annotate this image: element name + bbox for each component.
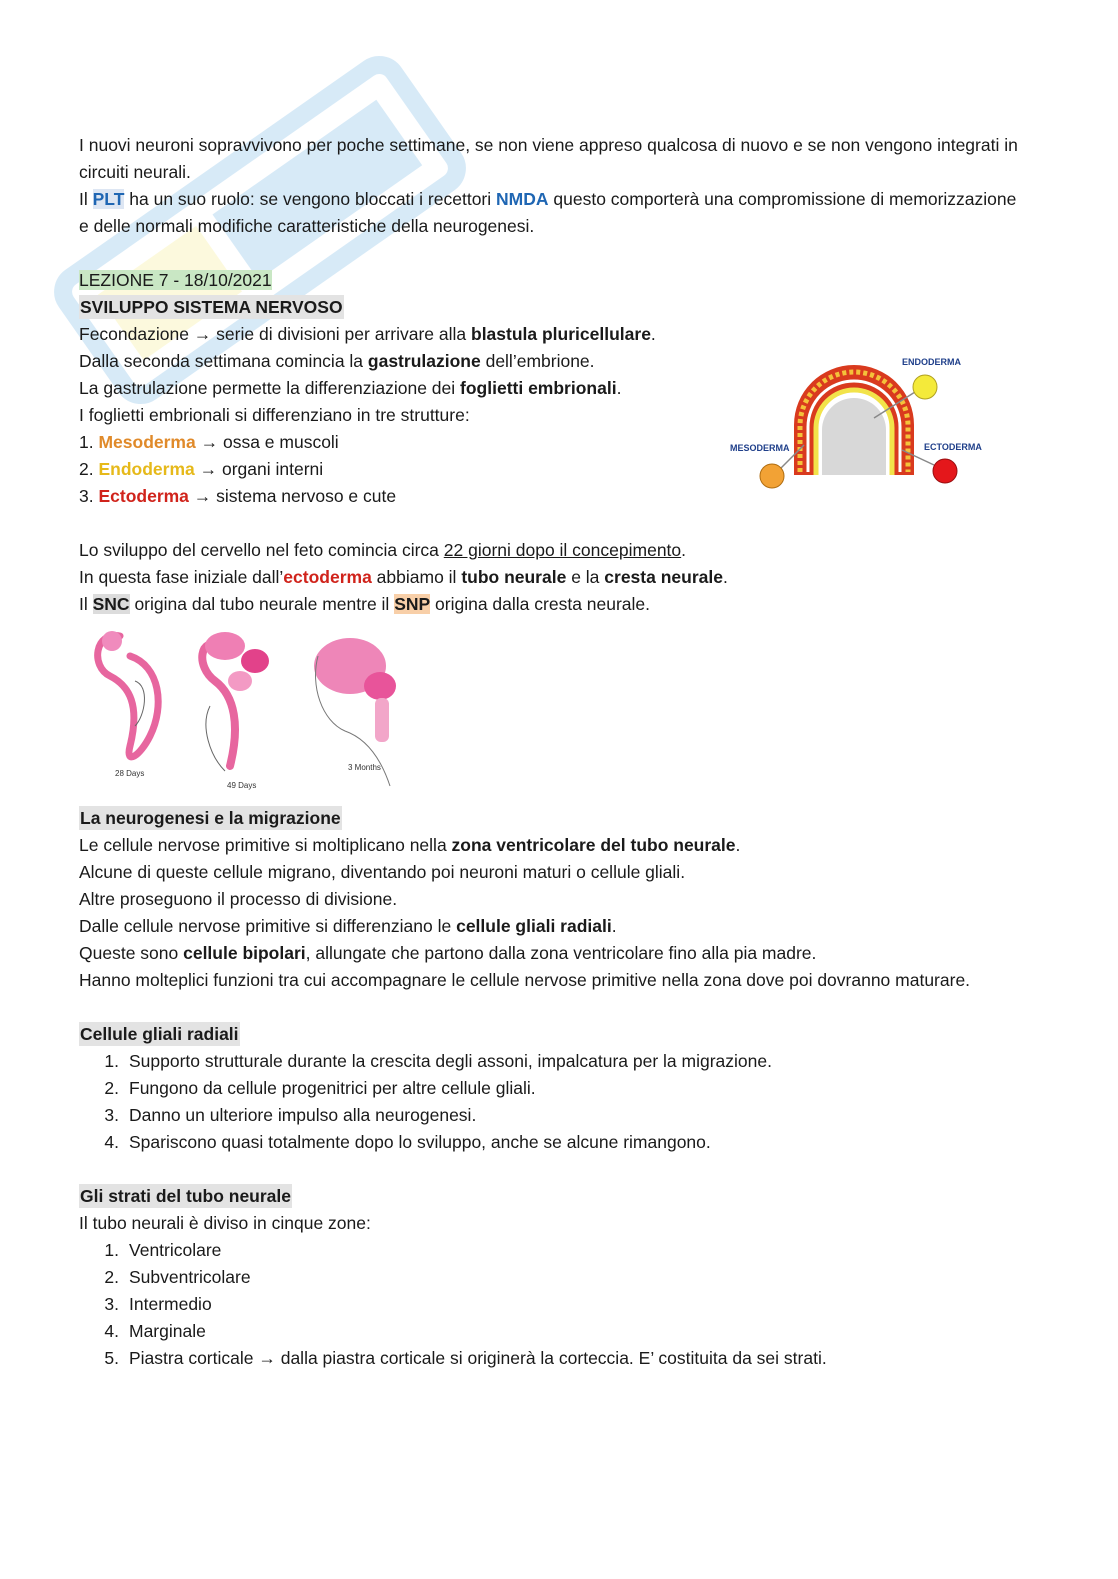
embryo-figure <box>90 626 430 796</box>
lesson-line-3: La gastrulazione permette la differenziazione dei foglietti embrionali. <box>79 378 622 398</box>
neuro-line-5: Queste sono cellule bipolari, allungate che partono dalla zona ventricolare fino alla pia madre. <box>79 943 817 963</box>
tubo-intro: Il tubo neurali è diviso in cinque zone: <box>79 1213 371 1233</box>
brain-line-2: In questa fase iniziale dall’ectoderma abbiamo il tubo neurale e la cresta neurale. <box>79 567 728 587</box>
label-endoderma: ENDODERMA <box>902 357 962 367</box>
label-3-months: 3 Months <box>348 763 381 772</box>
neuro-line-4: Dalle cellule nervose primitive si differenziano le cellule gliali radiali. <box>79 916 617 936</box>
neuro-line-3: Altre proseguono il processo di divisione. <box>79 889 398 909</box>
lesson-label: LEZIONE 7 - 18/10/2021 <box>79 270 272 290</box>
neuro-line-6: Hanno molteplici funzioni tra cui accompagnare le cellule nervose primitive nella zona dove poi dovranno maturare. <box>79 970 971 990</box>
list-item: 5. Piastra corticale → dalla piastra corticale si originerà la corteccia. E’ costituita da sei strati. <box>104 1348 827 1368</box>
gastrula-shape <box>794 365 914 475</box>
plt-term: PLT <box>92 189 125 209</box>
neuro-line-2: Alcune di queste cellule migrano, diventando poi neuroni maturi o cellule gliali. <box>79 862 686 882</box>
label-mesoderma: MESODERMA <box>730 443 790 453</box>
lesson-line-4: I foglietti embrionali si differenziano in tre strutture: <box>79 405 470 425</box>
label-ectoderma: ECTODERMA <box>924 442 982 452</box>
germ-layer-diagram <box>724 350 994 500</box>
list-item: 3. Intermedio <box>104 1294 212 1314</box>
endoderma-dot <box>913 375 937 399</box>
section-title-neurogenesi: La neurogenesi e la migrazione <box>80 808 341 828</box>
mesoderma-dot <box>760 464 784 488</box>
germ-layer-item: 1. Mesoderma → ossa e muscoli <box>79 432 339 452</box>
label-49-days: 49 Days <box>227 781 257 790</box>
section-title-sviluppo: SVILUPPO SISTEMA NERVOSO <box>80 297 343 317</box>
intro-paragraph-1: I nuovi neuroni sopravvivono per poche settimane, se non viene appreso qualcosa di nuovo e se non vengono integrati in circuiti neurali. <box>79 135 1018 182</box>
list-item: 4. Marginale <box>104 1321 206 1341</box>
lesson-line-1: Fecondazione → serie di divisioni per arrivare alla blastula pluricellulare. <box>79 324 656 344</box>
glia-list <box>79 1048 1019 1156</box>
list-item: 2. Subventricolare <box>104 1267 251 1287</box>
section-title-glia: Cellule gliali radiali <box>80 1024 239 1044</box>
brain-line-1: Lo sviluppo del cervello nel feto comincia circa 22 giorni dopo il concepimento. <box>79 540 687 560</box>
section-title-tubo: Gli strati del tubo neurale <box>80 1186 292 1206</box>
list-item: 4. Spariscono quasi totalmente dopo lo sviluppo, anche se alcune rimangono. <box>104 1132 711 1152</box>
brain-line-3: Il SNC origina dal tubo neurale mentre il SNP origina dalla cresta neurale. <box>79 594 651 614</box>
nmda-term: NMDA <box>496 189 549 209</box>
tubo-list <box>79 1237 1019 1372</box>
list-item: 3. Danno un ulteriore impulso alla neurogenesi. <box>104 1105 477 1125</box>
neuro-line-1: Le cellule nervose primitive si moltiplicano nella zona ventricolare del tubo neurale. <box>79 835 741 855</box>
lesson-line-2: Dalla seconda settimana comincia la gastrulazione dell’embrione. <box>79 351 595 371</box>
embryo-28-days <box>98 631 159 757</box>
list-item: 2. Fungono da cellule progenitrici per altre cellule gliali. <box>104 1078 536 1098</box>
label-28-days: 28 Days <box>115 769 145 778</box>
list-item: 1. Ventricolare <box>104 1240 222 1260</box>
germ-layer-item: 3. Ectoderma → sistema nervoso e cute <box>79 486 397 506</box>
embryo-49-days <box>202 632 269 771</box>
ectoderma-dot <box>933 459 957 483</box>
list-item: 1. Supporto strutturale durante la crescita degli assoni, impalcatura per la migrazione. <box>104 1051 772 1071</box>
intro-paragraph-2: Il PLT ha un suo ruolo: se vengono bloccati i recettori NMDA questo comporterà una compromissione di memorizzazione e delle normali modifiche caratteristiche della neurogenesi. <box>79 189 1017 236</box>
germ-layer-item: 2. Endoderma → organi interni <box>79 459 324 479</box>
